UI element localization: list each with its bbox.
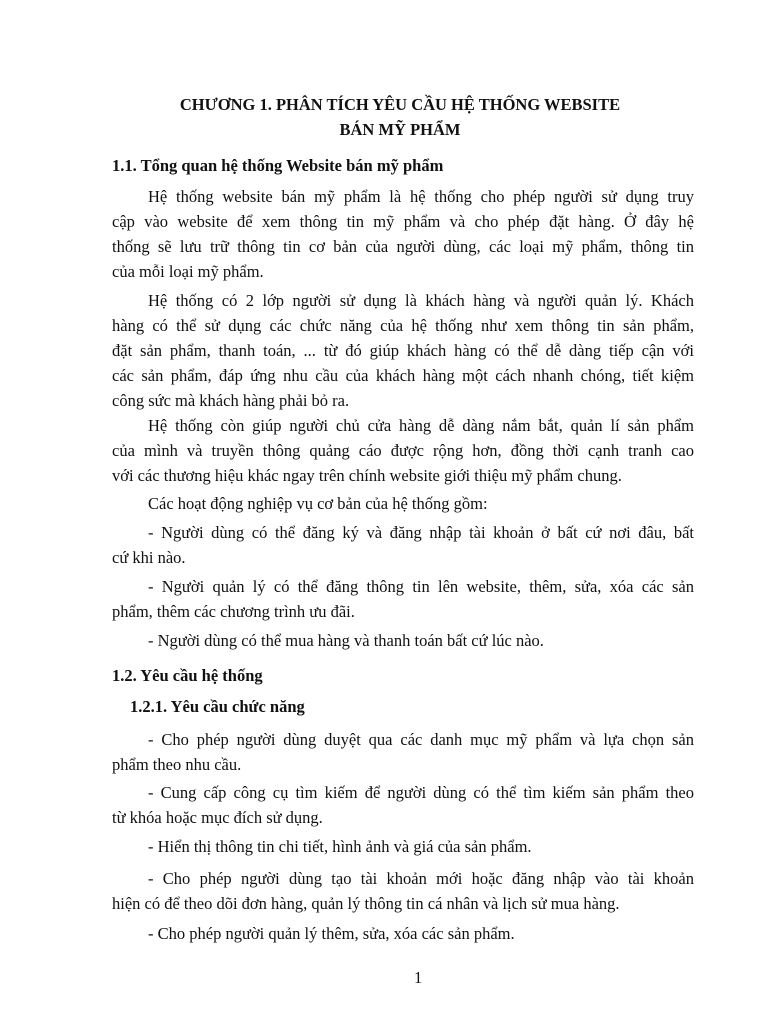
- section-heading-1-2: 1.2. Yêu cầu hệ thống: [112, 666, 263, 685]
- list-item: [112, 921, 694, 946]
- paragraph-line: - Cho phép người quản lý thêm, sửa, xóa các sản phẩm.: [148, 924, 515, 943]
- paragraph-line: công sức mà khách hàng phải bỏ ra.: [112, 391, 350, 410]
- list-item: [112, 866, 694, 916]
- page-number: 1: [414, 968, 423, 987]
- paragraph-line: cứ khi nào.: [112, 548, 186, 567]
- paragraph-line: phẩm theo nhu cầu.: [112, 755, 242, 774]
- list-item: [112, 780, 694, 830]
- paragraph-line: với các thương hiệu khác ngay trên chính website giới thiệu mỹ phẩm chung.: [112, 466, 622, 485]
- paragraph-line: phẩm, thêm các chương trình ưu đãi.: [112, 602, 355, 621]
- paragraph-line: - Cho phép người dùng duyệt qua các danh mục mỹ phẩm và lựa chọn sản: [148, 730, 694, 749]
- paragraph-line: thống sẽ lưu trữ thông tin cơ bản của người dùng, các loại mỹ phẩm, thông tin: [112, 237, 694, 256]
- paragraph-line: hàng có thể sử dụng các chức năng của hệ thống như xem thông tin sản phẩm,: [112, 316, 694, 335]
- paragraph-line: hiện có để theo dõi đơn hàng, quản lý thông tin cá nhân và lịch sử mua hàng.: [112, 894, 620, 913]
- paragraph-line: cập vào website để xem thông tin mỹ phẩm và cho phép đặt hàng. Ở đây hệ: [112, 212, 694, 231]
- paragraph-line: - Người dùng có thể đăng ký và đăng nhập tài khoản ở bất cứ nơi đâu, bất: [148, 523, 694, 542]
- paragraph-line: đặt sản phẩm, thanh toán, ... từ đó giúp khách hàng có thể dễ dàng tiếp cận với: [112, 341, 694, 360]
- list-item: [112, 574, 694, 624]
- paragraph-line: của mình và truyền thông quảng cáo được rộng hơn, đồng thời cạnh tranh cao: [112, 441, 694, 460]
- paragraph: [112, 288, 694, 413]
- paragraph-line: - Cho phép người dùng tạo tài khoản mới hoặc đăng nhập vào tài khoản: [148, 869, 694, 888]
- paragraph-line: - Cung cấp công cụ tìm kiếm để người dùng có thể tìm kiếm sản phẩm theo: [148, 783, 694, 802]
- paragraph-line: các sản phẩm, đáp ứng nhu cầu của khách hàng một cách nhanh chóng, tiết kiệm: [112, 366, 694, 385]
- paragraph: [112, 184, 694, 284]
- paragraph-line: Hệ thống có 2 lớp người sử dụng là khách hàng và người quản lý. Khách: [148, 291, 694, 310]
- paragraph-line: - Hiển thị thông tin chi tiết, hình ảnh và giá của sản phẩm.: [148, 837, 532, 856]
- list-item: [112, 834, 694, 859]
- list-item: [112, 727, 694, 777]
- paragraph-line: Hệ thống còn giúp người chủ cửa hàng dễ dàng nắm bắt, quản lí sản phẩm: [148, 416, 694, 435]
- paragraph: [112, 491, 694, 516]
- paragraph-line: - Người dùng có thể mua hàng và thanh toán bất cứ lúc nào.: [148, 631, 544, 650]
- paragraph: [112, 413, 694, 488]
- section-heading-1-1: 1.1. Tổng quan hệ thống Website bán mỹ phẩm: [112, 156, 444, 175]
- paragraph-line: Các hoạt động nghiệp vụ cơ bản của hệ thống gồm:: [148, 494, 488, 513]
- section-heading-1-2-1: 1.2.1. Yêu cầu chức năng: [130, 697, 305, 716]
- chapter-title-line-1: CHƯƠNG 1. PHÂN TÍCH YÊU CẦU HỆ THỐNG WEBSITE: [179, 95, 621, 114]
- list-item: [112, 520, 694, 570]
- chapter-title-line-2: BÁN MỸ PHẨM: [339, 120, 461, 139]
- paragraph-line: của mỗi loại mỹ phẩm.: [112, 262, 264, 281]
- list-item: [112, 628, 694, 653]
- paragraph-line: từ khóa hoặc mục đích sử dụng.: [112, 808, 323, 827]
- paragraph-line: - Người quản lý có thể đăng thông tin lên website, thêm, sửa, xóa các sản: [148, 577, 694, 596]
- paragraph-line: Hệ thống website bán mỹ phẩm là hệ thống cho phép người sử dụng truy: [148, 187, 694, 206]
